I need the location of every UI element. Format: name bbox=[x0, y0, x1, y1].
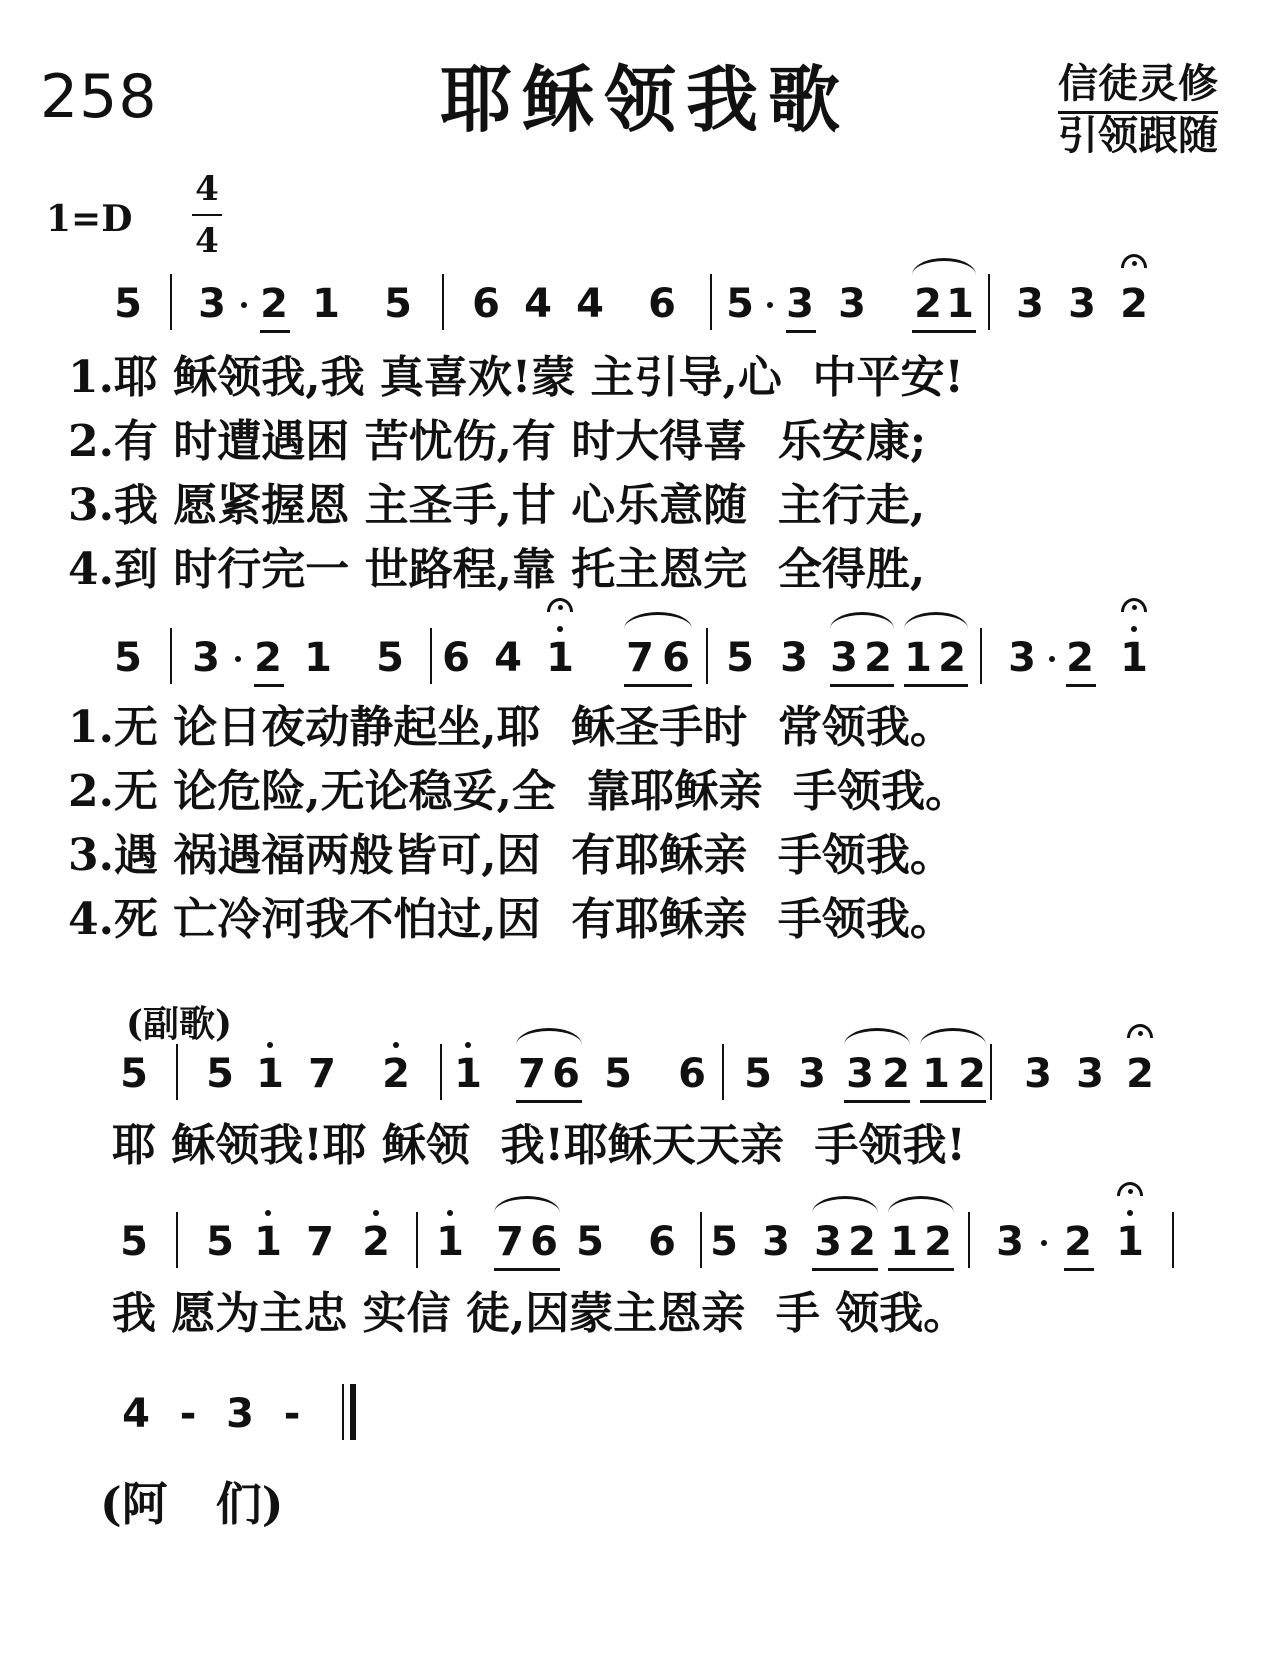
note: 5 bbox=[120, 1051, 148, 1097]
octave-dot-above bbox=[557, 626, 563, 632]
barline bbox=[990, 1044, 992, 1100]
note: 1 bbox=[254, 1219, 282, 1265]
fermata bbox=[1121, 598, 1147, 612]
note: 5 bbox=[206, 1051, 234, 1097]
note: 6 bbox=[662, 635, 690, 681]
note: 3 bbox=[846, 1051, 874, 1097]
refrain-lyric-line: 我 愿为主忠 实信 徒,因蒙主恩亲 手 领我。 bbox=[112, 1288, 968, 1339]
note: 3 bbox=[798, 1051, 826, 1097]
fermata bbox=[547, 598, 573, 612]
note: 1 bbox=[312, 281, 340, 327]
note: 5 bbox=[206, 1219, 234, 1265]
slur bbox=[920, 1028, 986, 1045]
underline bbox=[1066, 684, 1096, 687]
barline bbox=[416, 1212, 418, 1268]
octave-dot-above bbox=[265, 1210, 271, 1216]
underline bbox=[1064, 1268, 1094, 1271]
note: 2 bbox=[1126, 1051, 1154, 1097]
octave-dot-above bbox=[465, 1042, 471, 1048]
slur bbox=[516, 1028, 582, 1045]
note: 5 bbox=[576, 1219, 604, 1265]
note: 3 bbox=[814, 1219, 842, 1265]
barline bbox=[980, 628, 982, 684]
slur bbox=[888, 1196, 954, 1213]
slur bbox=[844, 1028, 910, 1045]
underline bbox=[888, 1268, 954, 1271]
duration-dot bbox=[1041, 1240, 1047, 1246]
underline bbox=[812, 1268, 878, 1271]
note: 1 bbox=[1116, 1219, 1144, 1265]
note: 5 bbox=[114, 635, 142, 681]
note: 1 bbox=[304, 635, 332, 681]
note: 6 bbox=[552, 1051, 580, 1097]
note: 6 bbox=[678, 1051, 706, 1097]
lyric-line: 1.耶 稣领我,我 真喜欢!蒙 主引导,心 中平安! bbox=[68, 352, 964, 403]
duration-dot bbox=[241, 302, 247, 308]
note: 3 bbox=[762, 1219, 790, 1265]
note: 4 bbox=[494, 635, 522, 681]
category-label-2: 引领跟随 bbox=[1058, 113, 1218, 159]
underline bbox=[912, 330, 976, 333]
key-signature: 1=D bbox=[46, 198, 133, 240]
barline bbox=[1172, 1212, 1174, 1268]
note: 6 bbox=[472, 281, 500, 327]
octave-dot-above bbox=[267, 1042, 273, 1048]
note: 4 bbox=[122, 1391, 150, 1437]
note: 3 bbox=[1068, 281, 1096, 327]
note: 1 bbox=[546, 635, 574, 681]
underline bbox=[624, 684, 692, 687]
slur bbox=[494, 1196, 560, 1213]
note: 3 bbox=[1076, 1051, 1104, 1097]
note: 7 bbox=[308, 1051, 336, 1097]
note: 2 bbox=[914, 281, 942, 327]
octave-dot-above bbox=[393, 1042, 399, 1048]
barline bbox=[170, 274, 172, 330]
note: 1 bbox=[1120, 635, 1148, 681]
note: 2 bbox=[1120, 281, 1148, 327]
barline bbox=[700, 1212, 702, 1268]
note: 3 bbox=[830, 635, 858, 681]
barline bbox=[176, 1212, 178, 1268]
note: 3 bbox=[1008, 635, 1036, 681]
barline bbox=[706, 628, 708, 684]
amen-lyric: (阿 们) bbox=[100, 1477, 284, 1531]
note: 2 bbox=[254, 635, 282, 681]
note: 5 bbox=[376, 635, 404, 681]
barline bbox=[988, 274, 990, 330]
note: 1 bbox=[436, 1219, 464, 1265]
note: 7 bbox=[496, 1219, 524, 1265]
note: 3 bbox=[838, 281, 866, 327]
barline bbox=[968, 1212, 970, 1268]
barline bbox=[170, 628, 172, 684]
fermata bbox=[1127, 1024, 1153, 1038]
category-label-1: 信徒灵修 bbox=[1058, 52, 1218, 114]
note: 3 bbox=[226, 1391, 254, 1437]
note: 1 bbox=[946, 281, 974, 327]
fermata bbox=[1121, 254, 1147, 268]
slur bbox=[812, 1196, 878, 1213]
note: 3 bbox=[192, 635, 220, 681]
note: 1 bbox=[922, 1051, 950, 1097]
lyric-line: 2.有 时遭遇困 苦忧伤,有 时大得喜 乐安康; bbox=[68, 416, 927, 467]
duration-dot bbox=[767, 302, 773, 308]
underline bbox=[830, 684, 894, 687]
lyric-line: 4.死 亡冷河我不怕过,因 有耶稣亲 手领我。 bbox=[68, 894, 954, 945]
note: 2 bbox=[848, 1219, 876, 1265]
final-barline-thin bbox=[342, 1384, 344, 1440]
slur bbox=[830, 612, 894, 629]
final-barline-thick bbox=[350, 1384, 356, 1440]
note: 6 bbox=[648, 281, 676, 327]
note: 5 bbox=[710, 1219, 738, 1265]
barline bbox=[722, 1044, 724, 1100]
octave-dot-above bbox=[1131, 626, 1137, 632]
lyric-line: 3.我 愿紧握恩 主圣手,甘 心乐意随 主行走, bbox=[68, 480, 926, 531]
barline bbox=[442, 274, 444, 330]
note: 2 bbox=[938, 635, 966, 681]
slur bbox=[912, 258, 976, 275]
octave-dot-above bbox=[447, 1210, 453, 1216]
note: 5 bbox=[726, 281, 754, 327]
note: 2 bbox=[382, 1051, 410, 1097]
refrain-label: (副歌) bbox=[126, 1003, 233, 1045]
note: 2 bbox=[958, 1051, 986, 1097]
underline bbox=[904, 684, 968, 687]
note: 1 bbox=[454, 1051, 482, 1097]
lyric-line: 4.到 时行完一 世路程,靠 托主恩完 全得胜, bbox=[68, 544, 926, 595]
note: 7 bbox=[626, 635, 654, 681]
underline bbox=[260, 330, 290, 333]
note: 5 bbox=[744, 1051, 772, 1097]
underline bbox=[920, 1100, 986, 1103]
note: 2 bbox=[1064, 1219, 1092, 1265]
time-signature-top: 4 bbox=[195, 169, 219, 209]
time-signature-bottom: 4 bbox=[195, 221, 219, 261]
note: 2 bbox=[882, 1051, 910, 1097]
note: - bbox=[179, 1391, 197, 1437]
note: 3 bbox=[786, 281, 814, 327]
note: 3 bbox=[198, 281, 226, 327]
note: 5 bbox=[120, 1219, 148, 1265]
octave-dot-above bbox=[373, 1210, 379, 1216]
octave-dot-above bbox=[1127, 1210, 1133, 1216]
note: 2 bbox=[924, 1219, 952, 1265]
note: 1 bbox=[256, 1051, 284, 1097]
barline bbox=[440, 1044, 442, 1100]
barline bbox=[176, 1044, 178, 1100]
barline bbox=[710, 274, 712, 330]
underline bbox=[516, 1100, 582, 1103]
note: 2 bbox=[1066, 635, 1094, 681]
note: 5 bbox=[114, 281, 142, 327]
lyric-line: 3.遇 祸遇福两般皆可,因 有耶稣亲 手领我。 bbox=[68, 830, 954, 881]
note: 3 bbox=[1016, 281, 1044, 327]
fermata bbox=[1117, 1182, 1143, 1196]
hymn-title: 耶稣领我歌 bbox=[440, 58, 851, 142]
note: 5 bbox=[604, 1051, 632, 1097]
barline bbox=[430, 628, 432, 684]
duration-dot bbox=[235, 656, 241, 662]
note: 3 bbox=[1024, 1051, 1052, 1097]
note: 4 bbox=[524, 281, 552, 327]
slur bbox=[904, 612, 968, 629]
note: 2 bbox=[260, 281, 288, 327]
hymn-number: 258 bbox=[40, 62, 158, 132]
lyric-line: 1.无 论日夜动静起坐,耶 稣圣手时 常领我。 bbox=[68, 702, 954, 753]
note: 2 bbox=[362, 1219, 390, 1265]
underline bbox=[786, 330, 816, 333]
note: 4 bbox=[576, 281, 604, 327]
underline bbox=[494, 1268, 560, 1271]
note: 1 bbox=[890, 1219, 918, 1265]
slur bbox=[624, 612, 692, 629]
note: 3 bbox=[996, 1219, 1024, 1265]
note: 1 bbox=[904, 635, 932, 681]
note: 3 bbox=[780, 635, 808, 681]
note: - bbox=[283, 1391, 301, 1437]
refrain-lyric-line: 耶 稣领我!耶 稣领 我!耶稣天天亲 手领我! bbox=[112, 1120, 966, 1171]
note: 6 bbox=[442, 635, 470, 681]
note: 6 bbox=[648, 1219, 676, 1265]
underline bbox=[844, 1100, 910, 1103]
note: 5 bbox=[384, 281, 412, 327]
note: 7 bbox=[518, 1051, 546, 1097]
underline bbox=[254, 684, 284, 687]
note: 2 bbox=[864, 635, 892, 681]
lyric-line: 2.无 论危险,无论稳妥,全 靠耶稣亲 手领我。 bbox=[68, 766, 970, 817]
note: 6 bbox=[530, 1219, 558, 1265]
note: 7 bbox=[306, 1219, 334, 1265]
note: 5 bbox=[726, 635, 754, 681]
duration-dot bbox=[1049, 656, 1055, 662]
